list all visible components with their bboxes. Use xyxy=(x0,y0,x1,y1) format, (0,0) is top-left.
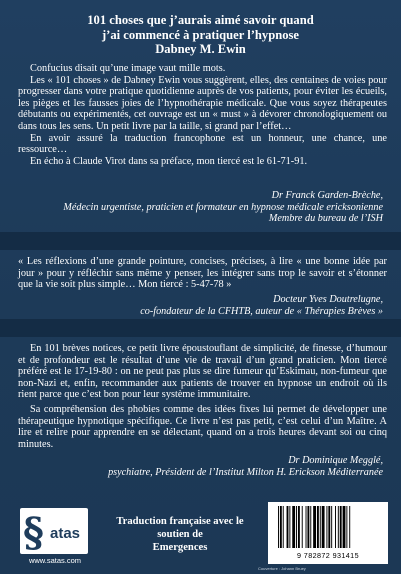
barcode-bar xyxy=(322,506,325,548)
book-title xyxy=(0,13,401,57)
barcode-bar xyxy=(326,506,327,548)
signature-name: Dr Dominique Megglé, xyxy=(288,455,383,466)
signature-role: Membre du bureau de l’ISH xyxy=(268,213,383,225)
paragraph: « Les réflexions d’une grande pointure, concises, précises, à lire « une bonne idée par jour » pour y réfléchir sans même y penser, les intégrer sans trop le savoir et s’étonner que la vie soit plus simple… Mon tiercé : 5-47-78 » xyxy=(18,256,387,291)
paragraph: En 101 brèves notices, ce petit livre époustouflant de simplicité, de finesse, d’humour et de profondeur est le résultat d’une vie de travail d’un grand praticien. Mon tiercé préféré est le 17-19-80 : on ne peut pas plus se dire fumeur qu’Eskimau, non-fumeur que non-Nazi et, enfin, recommander aux patients de trouver en hypnose un endroit où ils rient parce que c’est bon pour leur système immunitaire. xyxy=(18,343,387,401)
barcode-bar xyxy=(287,506,289,548)
divider-band xyxy=(0,232,401,250)
barcode-bar xyxy=(343,506,346,548)
paragraph: Les « 101 choses » de Dabney Ewin vous suggèrent, elles, des centaines de voies pour progresser dans votre pratique quotidienne auprès de vos patients, pour éviter les écueils, les pièges et les fausses joies de l’hypnothérapie médicale. Que vous soyez thérapeutes débutants ou expérimentés, cet ouvrage est un « must » à dévorer chronologiquement ou dans tous les sens. Un petit livre par la taille, si grand par l’effet… xyxy=(18,74,387,132)
barcode-bar xyxy=(283,506,284,548)
divider-band xyxy=(0,319,401,337)
cover-credit: Couverture : Johann Bruey xyxy=(258,566,306,571)
barcode-bar xyxy=(307,506,309,548)
title-line-1: 101 choses que j’aurais aimé savoir quand xyxy=(87,13,314,27)
section-1-text xyxy=(18,63,387,167)
paragraph: Sa compréhension des phobies comme des idées fixes lui permet de développer une thérapeutique hypnotique spécifique. Ce livre n’est pas petit, c’est celui d’un Maître. A lire et relire pour apprendre en se délectant, quand on a trois heures devant soi ou cinq minutes. xyxy=(18,403,387,450)
section-2-text xyxy=(18,256,387,291)
svg-text:§: § xyxy=(23,509,44,554)
logo-text: atas xyxy=(50,525,81,542)
barcode-bar xyxy=(306,506,307,548)
support-line: Traduction française avec le soutien de xyxy=(116,516,244,540)
signature-role: Médecin urgentiste, praticien et formateur en hypnose médicale ericksonienne xyxy=(63,201,383,213)
satas-logo xyxy=(20,508,88,554)
barcode-bar xyxy=(338,506,339,548)
barcode-bar xyxy=(310,506,311,548)
publisher-url: www.satas.com xyxy=(28,556,82,565)
barcode-bar xyxy=(349,506,350,548)
barcode-bar xyxy=(292,506,295,548)
signature-1 xyxy=(43,190,383,225)
barcode-bar xyxy=(298,506,300,548)
barcode-bar xyxy=(331,506,332,548)
isbn-digits: 9 782872 931415 xyxy=(297,551,359,560)
paragraph: Confucius disait qu’une image vaut mille mots. xyxy=(30,63,226,74)
barcode-bar xyxy=(278,506,279,548)
signature-role: psychiatre, Président de l’Institut Milton H. Erickson Méditerranée xyxy=(108,466,383,478)
signature-2 xyxy=(43,294,383,317)
barcode-bar xyxy=(346,506,347,548)
support-note xyxy=(100,515,260,554)
barcode-bar xyxy=(340,506,342,548)
barcode-bars xyxy=(268,502,388,552)
barcode-bar xyxy=(313,506,316,548)
barcode-bar xyxy=(328,506,330,548)
paragraph: En écho à Claude Virot dans sa préface, mon tiercé est le 61-71-91. xyxy=(30,155,308,167)
title-line-2: j’ai commencé à pratiquer l’hypnose xyxy=(101,27,300,42)
section-3-text xyxy=(18,343,387,450)
barcode-bar xyxy=(302,506,303,548)
barcode-bar xyxy=(289,506,290,548)
barcode-bar xyxy=(317,506,319,548)
signature-3 xyxy=(43,455,383,478)
barcode-bar xyxy=(296,506,297,548)
barcode-bar xyxy=(320,506,321,548)
barcode-bar xyxy=(335,506,336,548)
title-author: Dabney M. Ewin xyxy=(155,42,246,57)
signature-name: Docteur Yves Doutrelugne, xyxy=(273,294,383,305)
isbn-barcode xyxy=(268,502,388,564)
paragraph: En avoir assuré la traduction francophone est un honneur, une chance, une ressource… xyxy=(18,132,387,156)
signature-name: Dr Franck Garden-Brèche, xyxy=(271,190,383,201)
support-line: Emergences xyxy=(152,542,208,553)
signature-role: co-fondateur de la CFHTB, auteur de « Thérapies Brèves » xyxy=(140,305,383,317)
barcode-bar xyxy=(280,506,282,548)
